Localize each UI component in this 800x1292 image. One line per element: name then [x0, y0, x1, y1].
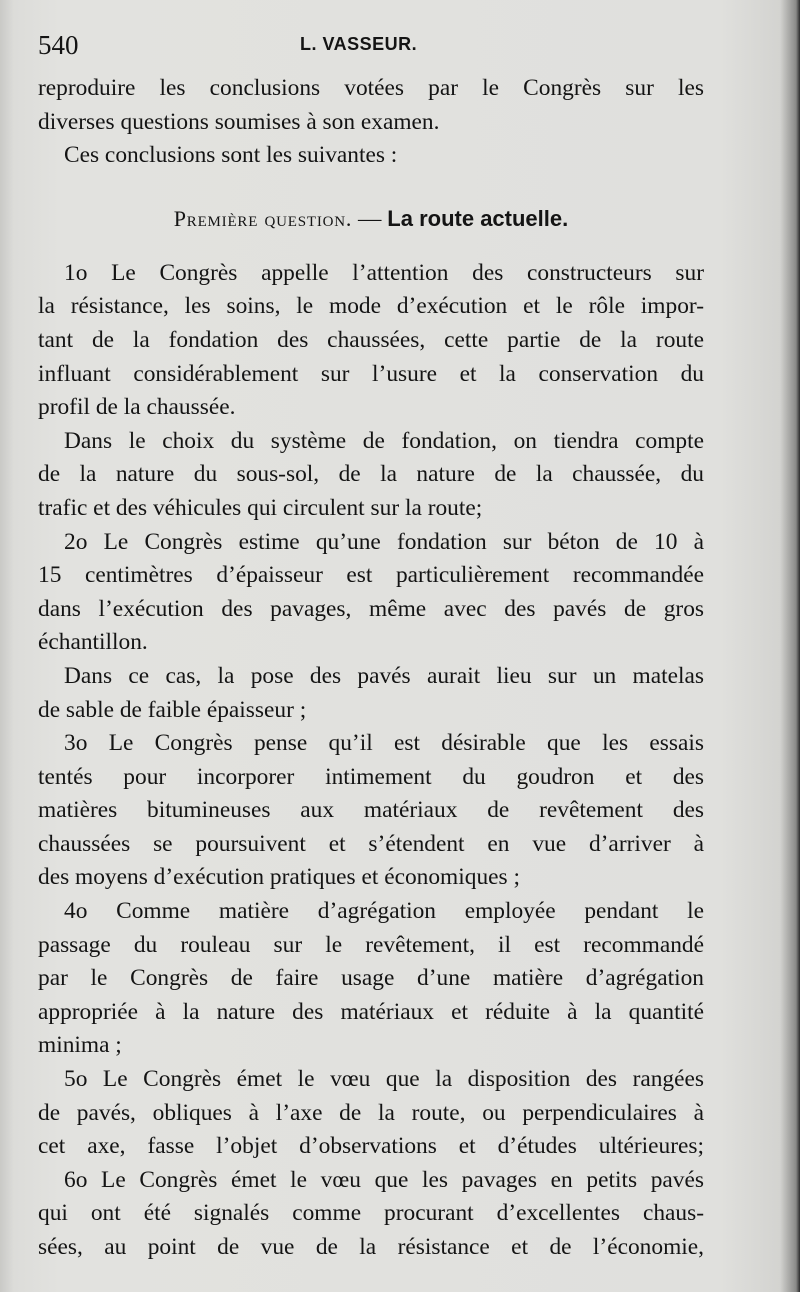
section-title: La route actuelle. [387, 205, 569, 231]
section-label: Première question. [173, 205, 353, 231]
text-line: 2o Le Congrès estime qu’une fondation sur béton de 10 à [64, 528, 704, 555]
heading-separator: — [352, 205, 388, 232]
text-line: qui ont été signalés comme procurant d’excellentes chaus- [38, 1200, 704, 1227]
text-line: reproduire les conclusions votées par le Congrès sur les [38, 75, 704, 101]
text-line: trafic et des véhicules qui circulent sur la route; [38, 494, 483, 521]
text-line: 6o Le Congrès émet le vœu que les pavages en petits pavés [64, 1166, 704, 1193]
text-line: de pavés, obliques à l’axe de la route, ou perpendiculaires à [38, 1099, 704, 1126]
text-line: 4o Comme matière d’agrégation employée pendant le [64, 898, 704, 925]
text-line: profil de la chaussée. [38, 394, 236, 421]
text-line: 3o Le Congrès pense qu’il est désirable que les essais [64, 730, 704, 757]
text-line: échantillon. [38, 629, 148, 656]
text-line: Dans le choix du système de fondation, on tiendra compte [64, 427, 704, 454]
text-line: dans l’exécution des pavages, même avec des pavés de gros [38, 595, 704, 622]
text-line: tant de la fondation des chaussées, cette partie de la route [38, 326, 704, 353]
text-line: passage du rouleau sur le revêtement, il est recommandé [38, 931, 704, 958]
text-line: sées, au point de vue de la résistance et de l’économie, [38, 1234, 704, 1260]
text-line: la résistance, les soins, le mode d’exécution et le rôle impor- [38, 293, 704, 320]
text-line: Ces conclusions sont les suivantes : [64, 142, 398, 169]
text-line: minima ; [38, 1032, 122, 1059]
page-number: 540 [38, 30, 79, 60]
text-line: des moyens d’exécution pratiques et économiques ; [38, 864, 520, 891]
text-line: chaussées se poursuivent et s’étendent en vue d’arriver à [38, 830, 704, 857]
text-line: Dans ce cas, la pose des pavés aurait lieu sur un matelas [64, 662, 704, 689]
text-line: cet axe, fasse l’objet d’observations et d’études ultérieures; [38, 1133, 704, 1160]
text-line: diverses questions soumises à son examen. [38, 108, 440, 135]
running-head: L. VASSEUR. [300, 34, 418, 54]
text-line: 15 centimètres d’épaisseur est particulièrement recommandée [38, 562, 704, 589]
text-line: par le Congrès de faire usage d’une matière d’agrégation [38, 965, 704, 992]
text-line: influant considérablement sur l’usure et la conservation du [38, 360, 704, 387]
section-heading [38, 199, 704, 251]
page-body [38, 72, 704, 1265]
text-line: 1o Le Congrès appelle l’attention des constructeurs sur [64, 259, 704, 286]
text-line: de la nature du sous-sol, de la nature de la chaussée, du [38, 461, 704, 488]
text-line: de sable de faible épaisseur ; [38, 696, 307, 723]
text-line: tentés pour incorporer intimement du goudron et des [38, 763, 704, 790]
text-line: matières bitumineuses aux matériaux de revêtement des [38, 797, 704, 824]
page-header [38, 30, 748, 64]
text-line: 5o Le Congrès émet le vœu que la disposition des rangées [64, 1066, 704, 1093]
text-line: appropriée à la nature des matériaux et réduite à la quantité [38, 998, 704, 1025]
